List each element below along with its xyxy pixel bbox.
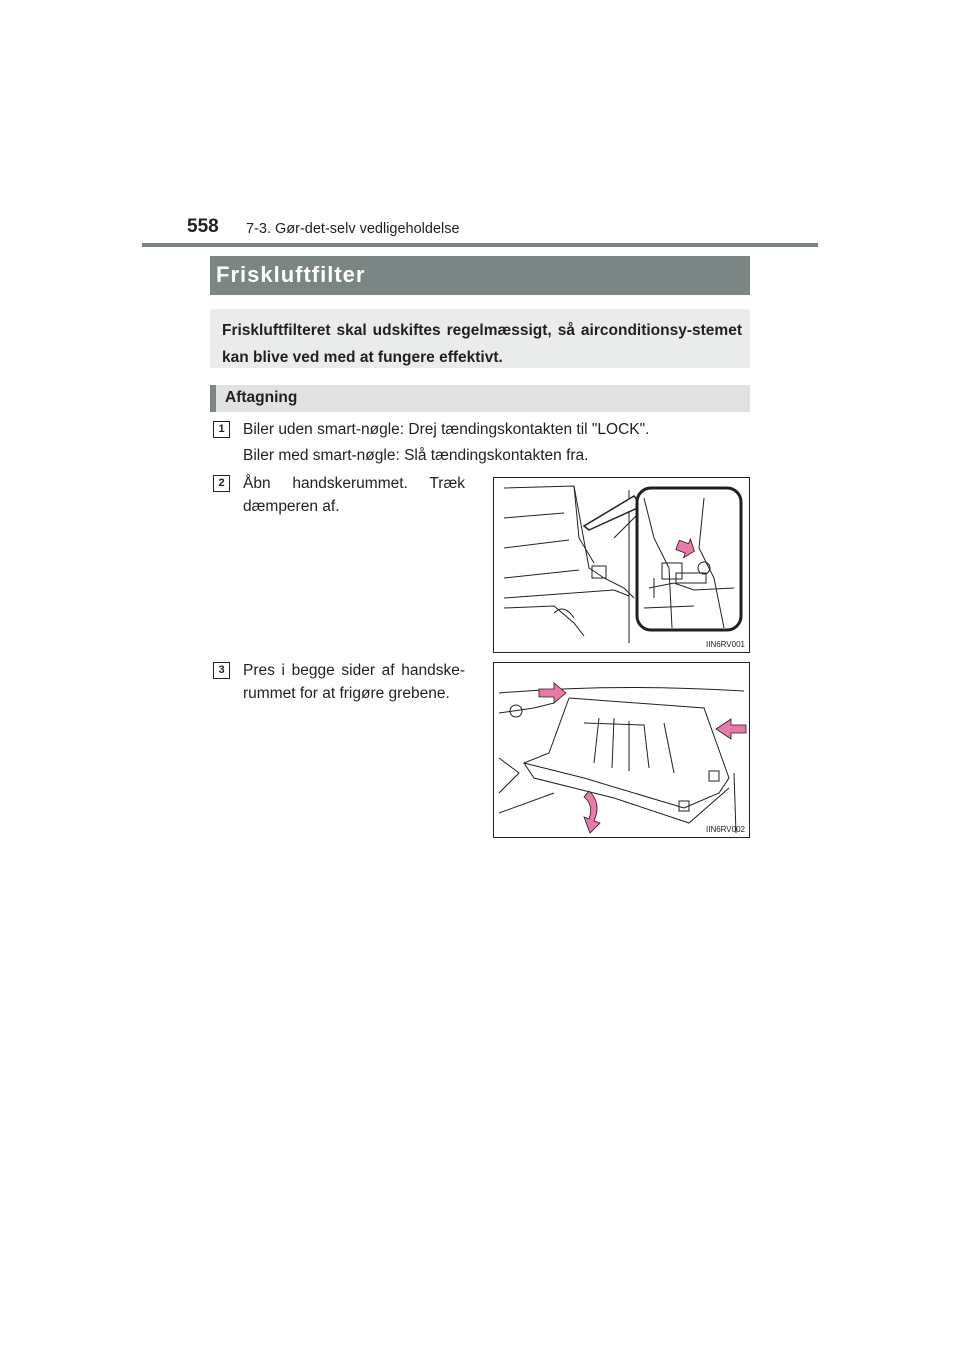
step-number-1: 1 [213,421,230,438]
section-header: 7-3. Gør-det-selv vedligeholdelse [246,221,460,237]
subheading-accent [210,385,216,412]
header-rule [142,243,818,247]
intro-box [210,309,750,368]
step-1-text-a: Biler uden smart-nøgle: Drej tændingskontakten til "LOCK". [243,421,650,438]
glovebox-release-illustration [494,663,749,837]
subheading: Aftagning [225,389,298,406]
figure-glovebox-damper [493,477,750,653]
page-title: Friskluftfilter [216,262,366,287]
figure-glovebox-release [493,662,750,838]
figure-code-1: IIN6RV001 [706,640,745,649]
subheading-bar [210,385,750,412]
step-number-3: 3 [213,662,230,679]
title-bar [210,256,750,295]
step-1-text-b: Biler med smart-nøgle: Slå tændingskontakten fra. [243,447,589,464]
page-number: 558 [187,216,219,237]
glovebox-damper-illustration [494,478,749,652]
step-3-text: Pres i begge sider af handske-rummet for at frigøre grebene. [243,662,465,702]
figure-code-2: IIN6RV002 [706,825,745,834]
intro-text: Friskluftfilteret skal udskiftes regelmæssigt, så airconditionsy-stemet kan blive ved med at fungere effektivt. [222,322,742,366]
step-number-2: 2 [213,475,230,492]
step-2-text: Åbn handskerummet. Træk dæmperen af. [243,475,465,515]
